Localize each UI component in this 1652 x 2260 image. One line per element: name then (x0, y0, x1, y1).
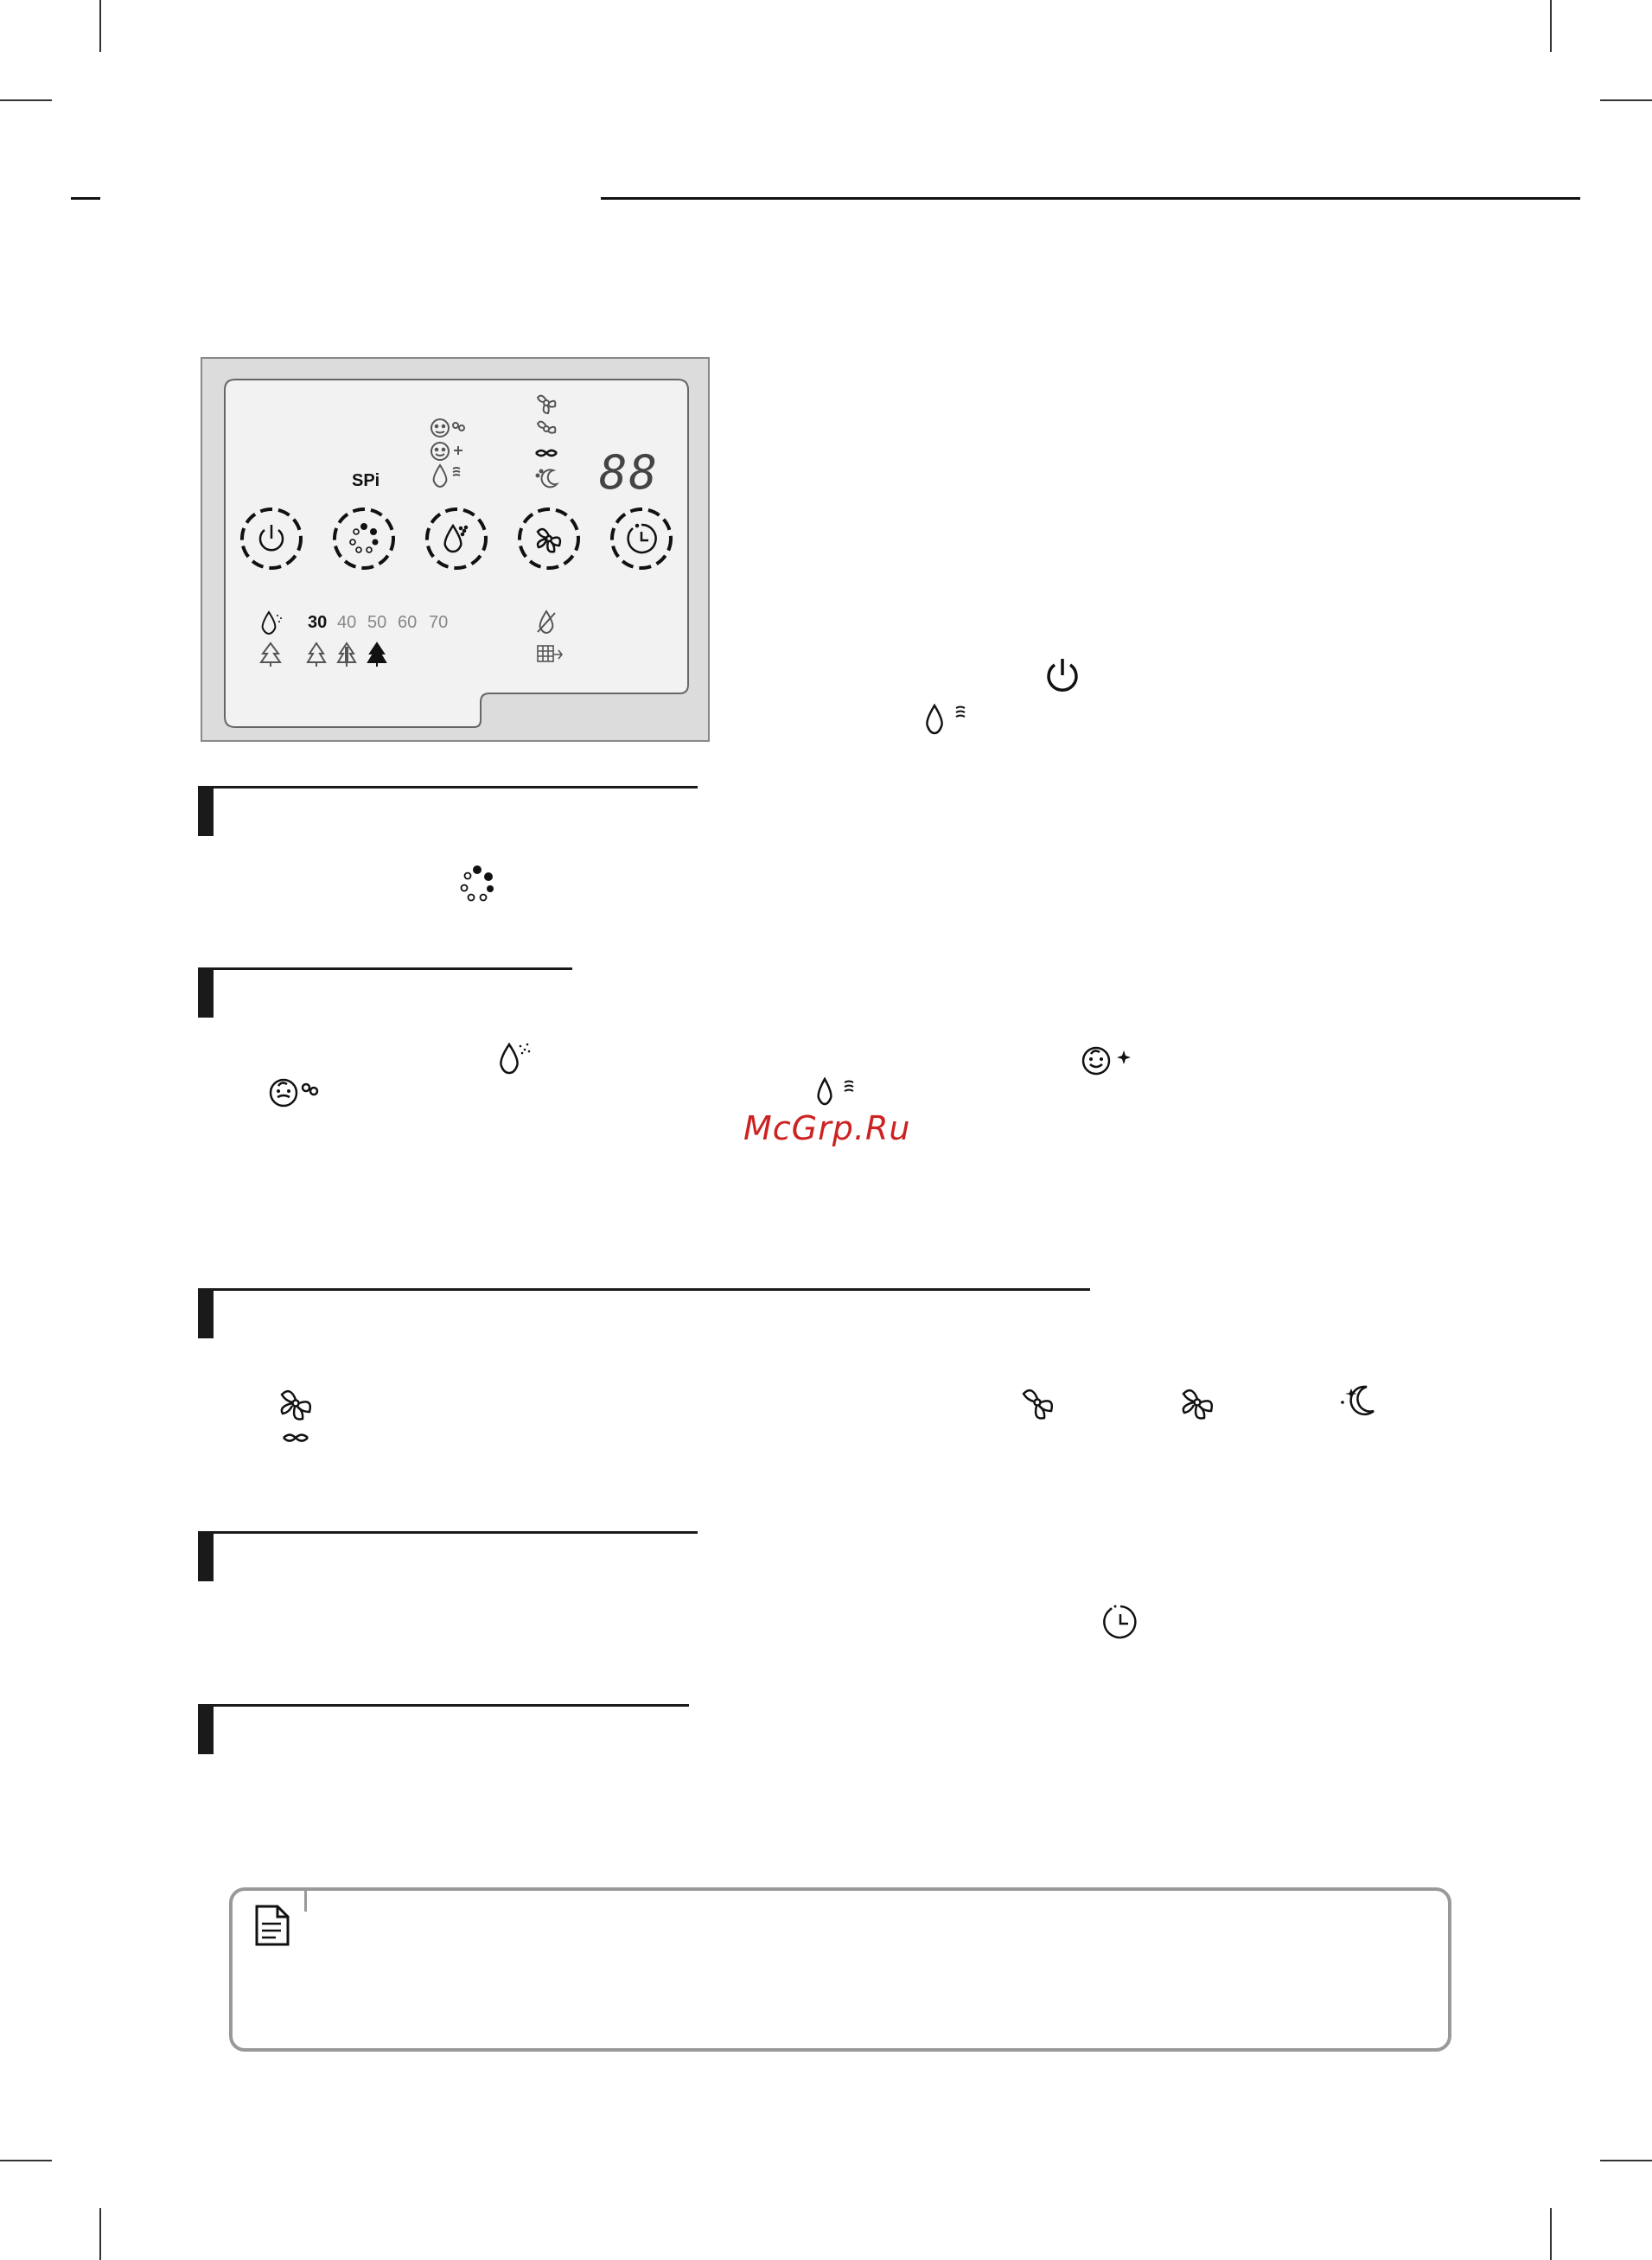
no-water-icon (538, 611, 555, 633)
spi-dots-icon (350, 523, 379, 552)
section-marker (198, 1288, 214, 1338)
crop-mark (1550, 0, 1552, 52)
humidity-level-50: 50 (367, 613, 387, 632)
baby-face-sparkle-icon (431, 443, 462, 460)
fan-button (520, 509, 578, 568)
humidity-drop-icon (258, 610, 284, 636)
sleep-moon-icon (1337, 1383, 1381, 1423)
crop-mark (0, 99, 52, 101)
seven-segment-display: 88 (599, 445, 660, 500)
note-tab-divider (304, 1887, 307, 1912)
baby-face-wet-icon (266, 1076, 325, 1110)
crop-mark (1600, 2160, 1652, 2161)
tree-outline-icon (261, 643, 280, 667)
section-marker (198, 786, 214, 836)
crop-mark (1550, 2208, 1552, 2260)
timer-icon (628, 525, 656, 552)
fan-high-icon (282, 1391, 310, 1419)
drop-wave-icon (434, 465, 460, 487)
power-icon (1044, 656, 1081, 696)
humidity-level-70: 70 (429, 613, 449, 632)
tree-half-icon (338, 643, 355, 667)
section-rule (198, 1531, 698, 1534)
crop-mark (0, 2160, 52, 2161)
mode-indicator-icons (427, 415, 470, 493)
filter-indicator-icons (536, 610, 571, 670)
crop-mark (1600, 99, 1652, 101)
crop-mark (99, 2208, 101, 2260)
humidity-level-40: 40 (337, 613, 357, 632)
humidity-level-30: 30 (308, 613, 328, 632)
tree-full-icon (368, 643, 386, 667)
auto-infinity-icon (284, 1435, 308, 1441)
tree-empty-icon (308, 643, 325, 667)
fan-icons-left (275, 1384, 318, 1453)
power-icon (260, 525, 283, 550)
note-document-icon (253, 1905, 293, 1948)
auto-infinity-icon (536, 450, 557, 456)
baby-face-wet-icon (431, 419, 464, 437)
humidity-level-60: 60 (398, 613, 418, 632)
spi-dots-icon (458, 865, 496, 903)
fan-icon (538, 529, 560, 552)
timer-icon (1100, 1602, 1140, 1642)
panel-buttons (237, 504, 678, 573)
section-rule (198, 1704, 689, 1707)
filter-replace-icon (538, 646, 562, 661)
fan-high-icon (538, 396, 555, 413)
sleep-moon-icon (537, 469, 558, 487)
watermark: McGrp.Ru (743, 1109, 911, 1147)
drop-wave-icon (922, 702, 979, 740)
mist-drop-icon (496, 1041, 536, 1081)
header-rule-left (71, 197, 100, 200)
fan-speed-icons (531, 391, 565, 495)
spi-label: SPi (352, 471, 380, 490)
baby-face-sparkle-icon (1079, 1044, 1138, 1078)
note-box (229, 1887, 1451, 2052)
drop-wave-icon (815, 1077, 865, 1108)
fan-low-icon (1018, 1383, 1058, 1423)
air-quality-trees (258, 642, 396, 667)
header-rule-right (601, 197, 1580, 200)
section-marker (198, 1531, 214, 1581)
mist-drop-icon (445, 526, 467, 552)
crop-mark (99, 0, 101, 52)
section-marker (198, 1704, 214, 1754)
section-rule (198, 786, 698, 788)
section-rule (198, 1288, 1090, 1291)
fan-low-icon (538, 422, 555, 433)
humidify-button (427, 509, 486, 568)
section-marker (198, 967, 214, 1018)
fan-high-icon (1178, 1383, 1218, 1423)
spi-button (335, 509, 393, 568)
section-rule (198, 967, 572, 970)
